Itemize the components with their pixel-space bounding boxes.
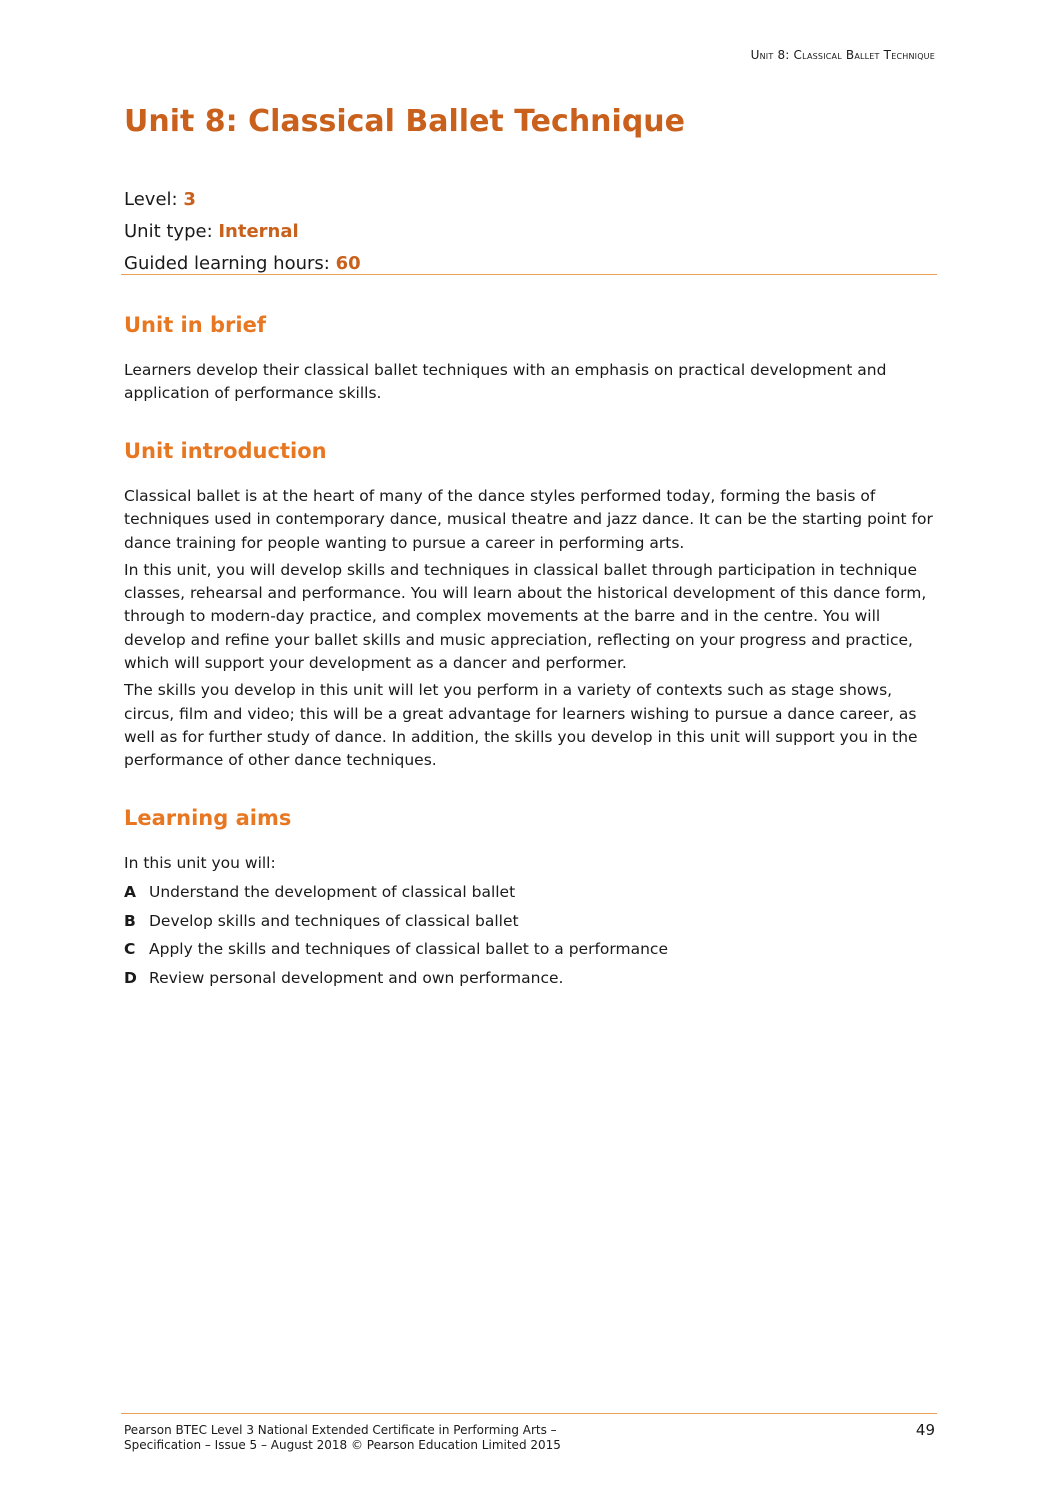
level-label: Level: [124, 189, 184, 210]
learning-aims-lead: In this unit you will: [124, 854, 276, 872]
page-number: 49 [915, 1421, 935, 1439]
intro-paragraph: In this unit, you will develop skills and techniques in classical ballet through participation in technique classes, rehearsal and performance. You will learn about the historical development of this dance form, through to modern-day practice, and complex movements at the barre and in the centre. You will develop and refine your ballet skills and music appreciation, reflecting on your progress and practice, which will support your development as a dancer and performer. [124, 560, 927, 673]
learning-aim-item [124, 967, 936, 990]
learning-aims-heading: Learning aims [124, 806, 292, 830]
page-title: Unit 8: Classical Ballet Technique [124, 104, 685, 139]
footer-line-2: Specification – Issue 5 – August 2018 © Pearson Education Limited 2015 [124, 1438, 561, 1452]
aim-letter: B [124, 911, 136, 930]
learning-aim-item [124, 881, 936, 904]
aim-text: Apply the skills and techniques of classical ballet to a performance [149, 940, 668, 959]
unit-type-row [124, 216, 361, 248]
footer-text [124, 1423, 561, 1453]
unit-introduction-section [124, 439, 936, 773]
level-row [124, 184, 361, 216]
intro-paragraph: The skills you develop in this unit will let you perform in a variety of contexts such as stage shows, circus, film and video; this will be a great advantage for learners wishing to pursue a dance career, as well as for further study of dance. In addition, the skills you develop in this unit will support you in the performance of other dance techniques. [124, 681, 918, 770]
aim-letter: D [124, 969, 137, 988]
intro-paragraph: Classical ballet is at the heart of many of the dance styles performed today, forming the basis of techniques used in contemporary dance, musical theatre and jazz dance. It can be the starting point for dance training for people wanting to pursue a career in performing arts. [124, 487, 933, 552]
unit-type-value: Internal [218, 221, 299, 242]
learning-aims-section [124, 806, 936, 996]
aim-letter: C [124, 940, 136, 959]
footer-line-1: Pearson BTEC Level 3 National Extended Certificate in Performing Arts – [124, 1423, 557, 1437]
unit-in-brief-text: Learners develop their classical ballet techniques with an emphasis on practical development and application of performance skills. [124, 361, 887, 403]
aim-text: Develop skills and techniques of classical ballet [149, 911, 519, 930]
aim-letter: A [124, 883, 136, 902]
glh-label: Guided learning hours: [124, 253, 336, 274]
unit-introduction-heading: Unit introduction [124, 439, 327, 463]
glh-value: 60 [335, 253, 361, 274]
learning-aim-item [124, 938, 936, 961]
unit-meta [124, 184, 361, 280]
learning-aim-item [124, 910, 936, 933]
level-value: 3 [183, 189, 196, 210]
aim-text: Review personal development and own performance. [149, 969, 564, 988]
unit-in-brief-heading: Unit in brief [124, 313, 266, 337]
running-header: Unit 8: Classical Ballet Technique [750, 48, 935, 62]
unit-in-brief-section [124, 313, 936, 406]
glh-row [124, 248, 361, 280]
learning-aims-list [124, 881, 936, 990]
aim-text: Understand the development of classical ballet [149, 883, 516, 902]
unit-type-label: Unit type: [124, 221, 219, 242]
meta-divider [121, 274, 937, 275]
footer-divider [121, 1413, 937, 1414]
